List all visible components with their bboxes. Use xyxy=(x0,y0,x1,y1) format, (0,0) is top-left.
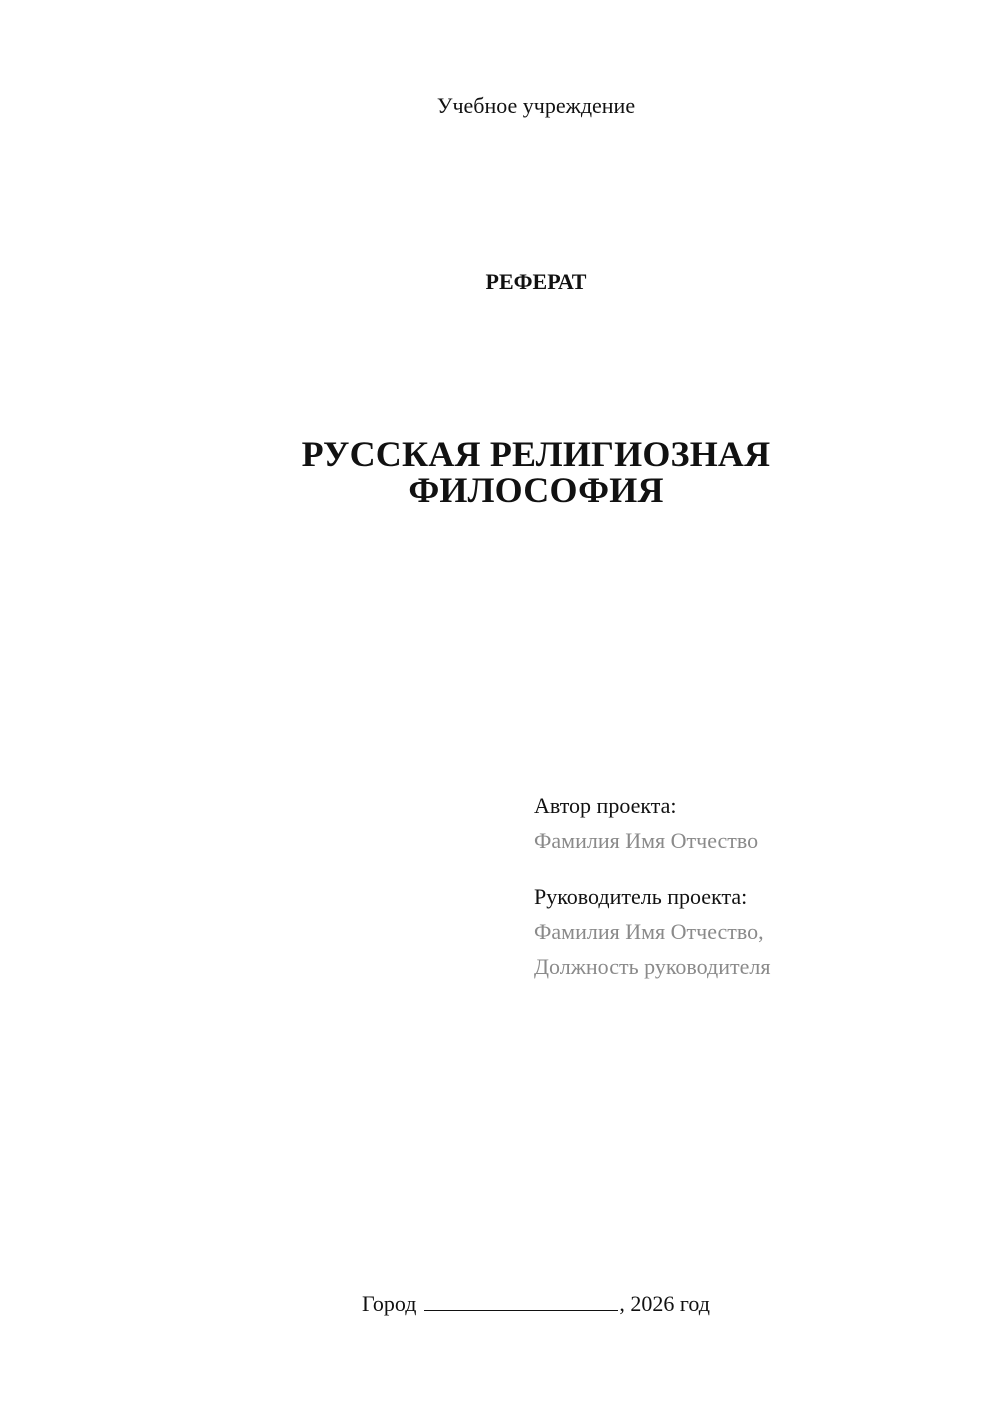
document-title-line-2: ФИЛОСОФИЯ xyxy=(408,470,664,510)
document-title xyxy=(0,436,1000,508)
supervisor-label: Руководитель проекта: xyxy=(534,884,748,909)
author-label: Автор проекта: xyxy=(534,793,677,818)
supervisor-position: Должность руководителя xyxy=(534,954,771,979)
document-title-line-1: РУССКАЯ РЕЛИГИОЗНАЯ xyxy=(301,434,771,474)
institution-name: Учебное учреждение xyxy=(436,93,636,118)
document-type: РЕФЕРАТ xyxy=(485,269,587,294)
city-blank-line xyxy=(424,1290,618,1311)
city-label: Город xyxy=(362,1291,417,1316)
credits-block xyxy=(534,788,974,984)
city-year-line xyxy=(0,1290,1000,1318)
supervisor-name: Фамилия Имя Отчество, xyxy=(534,919,764,944)
credits-spacer xyxy=(534,858,974,879)
year-text: , 2026 год xyxy=(619,1291,710,1316)
author-name: Фамилия Имя Отчество xyxy=(534,828,759,853)
